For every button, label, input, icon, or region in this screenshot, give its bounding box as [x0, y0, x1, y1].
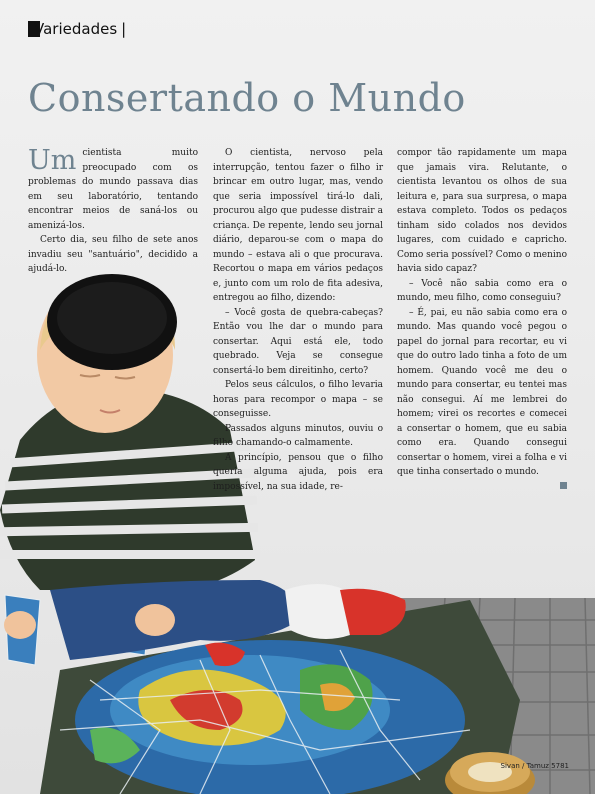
- paragraph: Pelos seus cálculos, o filho levaria horas para recompor o mapa – se conseguisse.: [213, 380, 383, 419]
- paragraph: – É, pai, eu não sabia como era o mundo. Mas quando você pegou o papel do jornal para recortar, eu vi que do outro lado tinha a foto de um homem. Quando você me deu o mundo para consertar, eu tentei mas não consegui. Aí me lembrei do homem; virei os recortes e comecei a consertar o homem, que eu sabia como era. Quando consegui consertar o homem, virei a folha e vi que tinha consertado o mundo.: [397, 307, 567, 477]
- paragraph: Passados alguns minutos, ouviu o filho chamando-o calmamente.: [213, 423, 383, 448]
- sock: [285, 584, 350, 639]
- article-title: Consertando o Mundo: [28, 76, 466, 120]
- section-divider: |: [121, 20, 127, 38]
- text-column-3: [397, 146, 567, 480]
- text-column-1: [28, 146, 198, 277]
- drop-cap: Um: [28, 145, 77, 176]
- paragraph: A princípio, pensou que o filho queria alguma ajuda, pois era impossível, na sua idade, re-: [213, 452, 383, 492]
- text-column-2: [213, 146, 383, 494]
- paragraph: – Você gosta de quebra-cabeças? Então vou lhe dar o mundo para consertar. Aqui está ele, todo quebrado. Veja se consegue consertá-lo bem direitinho, certo?: [213, 307, 383, 376]
- page-footer: Sivan / Tamuz 5781: [500, 762, 569, 770]
- end-of-article-mark: [560, 482, 567, 489]
- section-label: Variedades: [34, 20, 118, 38]
- paragraph: Certo dia, seu filho de sete anos invadiu seu "santuário", decidido a ajudá-lo.: [28, 235, 198, 274]
- paragraph: O cientista, nervoso pela interrupção, tentou fazer o filho ir brincar em outro lugar, mas, vendo que seria impossível tirá-lo dali, procurou algo que pudesse distrair a criança. De repente, lendo seu jornal diário, deparou-se com o mapa do mundo – estava ali o que procurava. Recortou o mapa em vários pedaços e, junto com um rolo de fita adesiva, entregou ao filho, dizendo:: [213, 148, 383, 303]
- section-header: [28, 20, 126, 38]
- paragraph: compor tão rapidamente um mapa que jamais vira. Relutante, o cientista levantou os olhos de sua leitura e, para sua surpresa, o mapa estava completo. Todos os pedaços tinham sido colados nos devidos lugares, com cuidado e capricho. Como seria possível? Como o menino havia sido capaz?: [397, 148, 567, 274]
- paragraph: – Você não sabia como era o mundo, meu filho, como conseguiu?: [397, 278, 567, 303]
- paragraph: Um cientista muito preocupado com os problemas do mundo passava dias em seu laboratório, tentando encontrar meios de saná-los ou amenizá-los.: [28, 145, 198, 231]
